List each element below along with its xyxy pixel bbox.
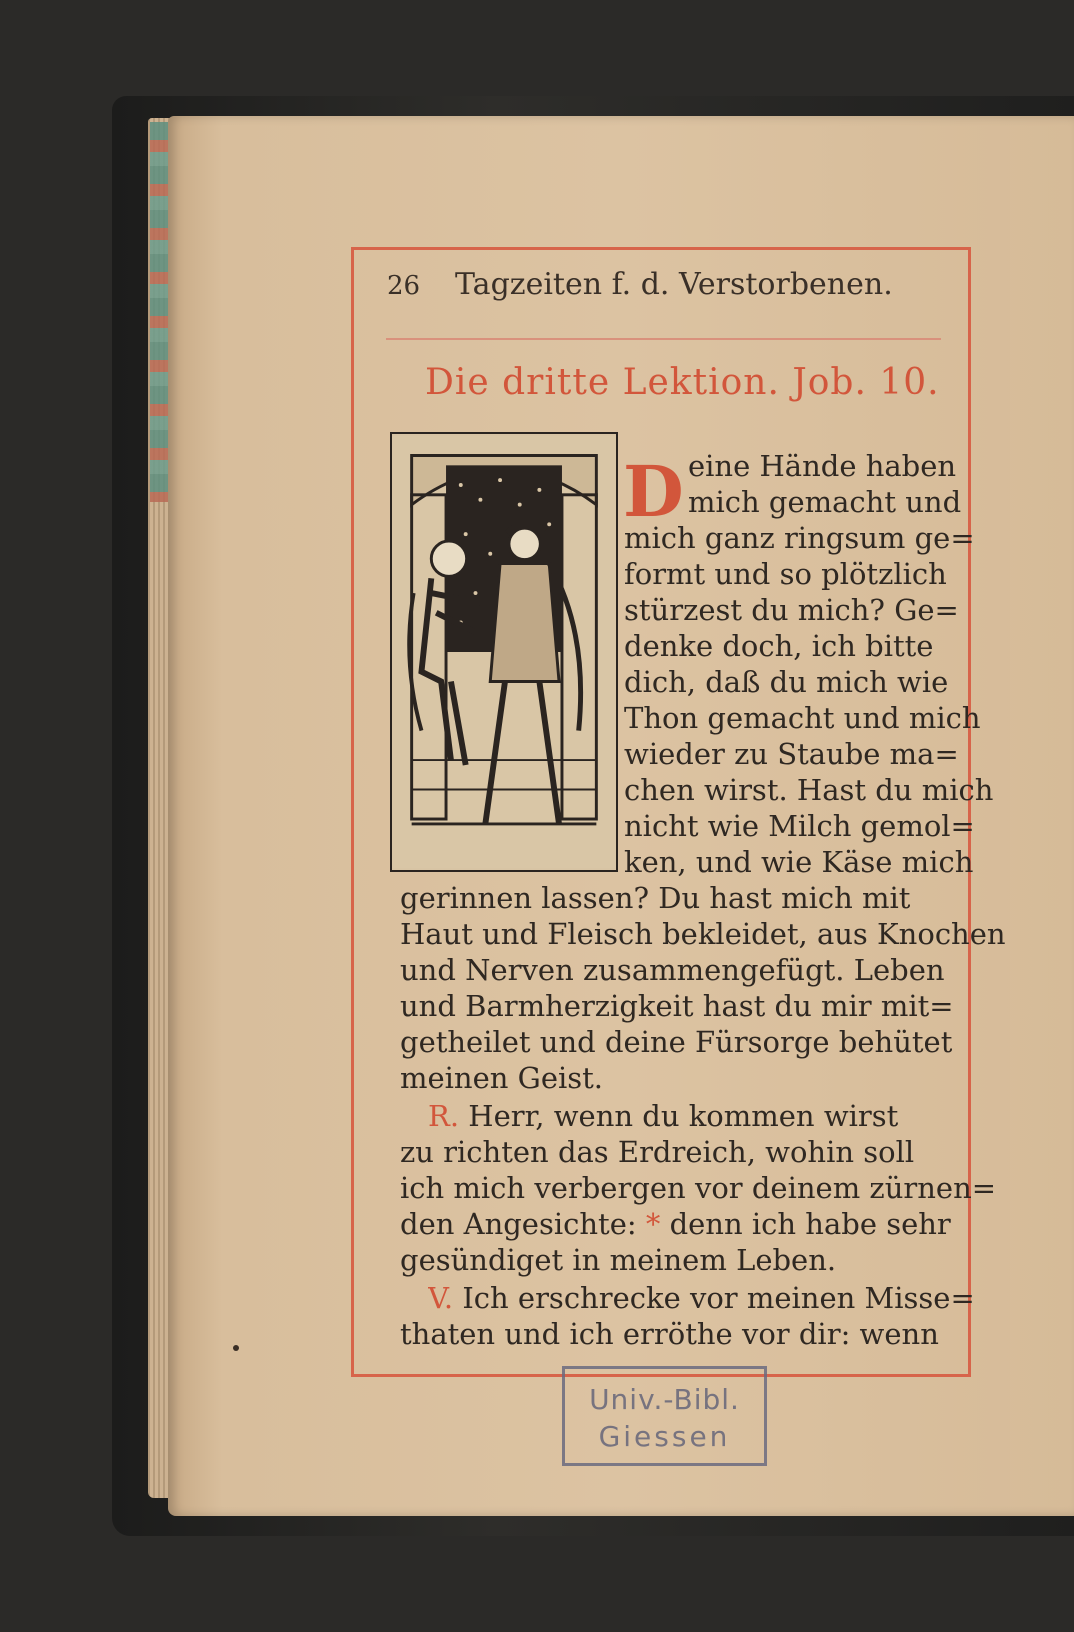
versicle-line xyxy=(428,1280,975,1316)
stamp-line-2: Giessen xyxy=(598,1420,731,1453)
text-line: formt und so plötzlich xyxy=(624,557,947,591)
text-line: getheilet und deine Fürsorge behütet xyxy=(400,1025,953,1059)
running-head xyxy=(387,267,947,307)
text-segment: den Angesichte: xyxy=(400,1207,637,1241)
drop-cap: D xyxy=(623,450,684,533)
text-line: dich, daß du mich wie xyxy=(624,665,949,699)
text-line: mich ganz ringsum ge= xyxy=(624,521,975,555)
text-line: gerinnen lassen? Du hast mich mit xyxy=(400,881,911,915)
text-line: nicht wie Milch gemol= xyxy=(624,809,975,843)
text-line: thaten und ich erröthe vor dir: wenn xyxy=(400,1317,939,1351)
text-line: Thon gemacht und mich xyxy=(624,701,981,735)
responsory-line xyxy=(400,1206,951,1242)
header-rule xyxy=(386,338,941,340)
woodcut-illustration xyxy=(390,432,618,872)
library-stamp xyxy=(562,1366,767,1466)
text-line: ich mich verbergen vor deinem zürnen= xyxy=(400,1171,997,1205)
text-line: ken, und wie Käse mich xyxy=(624,845,974,879)
text-line: mich gemacht und xyxy=(688,485,962,519)
versicle-first-line: Ich erschrecke vor meinen Misse= xyxy=(462,1281,975,1315)
text-line: gesündiget in meinem Leben. xyxy=(400,1243,837,1277)
text-line: meinen Geist. xyxy=(400,1061,604,1095)
text-line: und Nerven zusammengefügt. Leben xyxy=(400,953,945,987)
stamp-line-1: Univ.-Bibl. xyxy=(589,1383,740,1416)
responsory-mark: R. xyxy=(428,1099,460,1133)
text-line: wieder zu Staube ma= xyxy=(624,737,959,771)
text-segment: denn ich habe sehr xyxy=(669,1207,951,1241)
page-number: 26 xyxy=(387,271,421,301)
text-line: zu richten das Erdreich, wohin soll xyxy=(400,1135,915,1169)
text-line: Haut und Fleisch bekleidet, aus Knochen xyxy=(400,917,1006,951)
running-title: Tagzeiten f. d. Verstorbenen. xyxy=(455,267,893,302)
ink-dot xyxy=(233,1345,239,1351)
dance-of-death-woodcut-icon xyxy=(392,434,616,870)
asterisk-mark: * xyxy=(645,1207,661,1241)
text-line: stürzest du mich? Ge= xyxy=(624,593,959,627)
versicle-mark: V. xyxy=(428,1281,454,1315)
section-title: Die dritte Lektion. Job. 10. xyxy=(425,362,940,403)
spine-marbled-strip xyxy=(150,122,168,502)
responsory-line xyxy=(428,1098,898,1134)
text-line: eine Hände haben xyxy=(688,449,957,483)
text-line: denke doch, ich bitte xyxy=(624,629,934,663)
responsory-first-line: Herr, wenn du kommen wirst xyxy=(468,1099,899,1133)
text-line: und Barmherzigkeit hast du mir mit= xyxy=(400,989,954,1023)
text-line: chen wirst. Hast du mich xyxy=(624,773,994,807)
